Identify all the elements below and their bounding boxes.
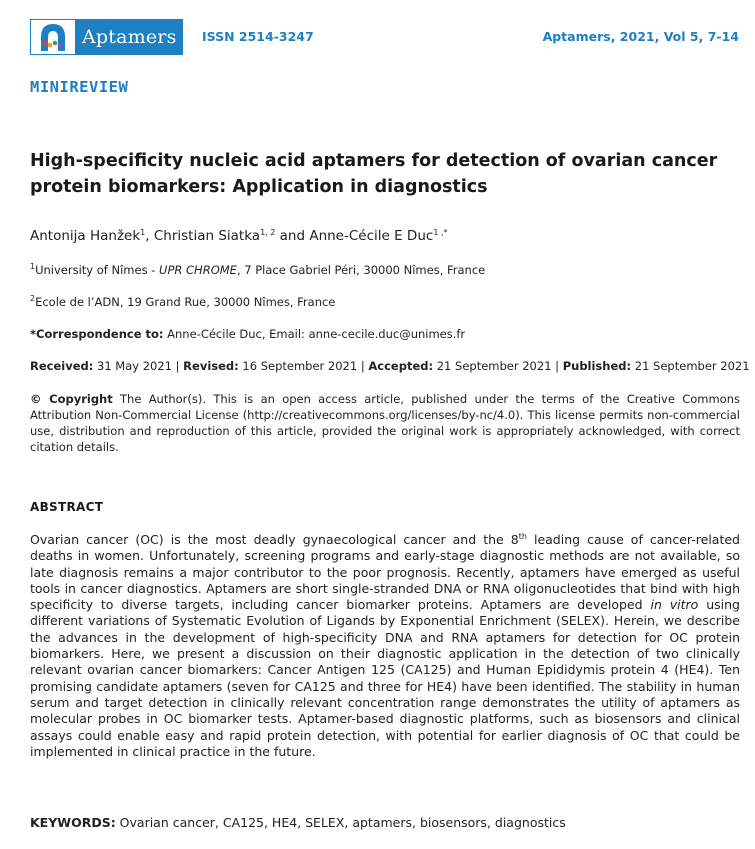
issn-label: ISSN 2514-3247 <box>202 29 314 44</box>
affiliation-2 <box>30 295 335 309</box>
logo-banner <box>30 19 183 55</box>
ordinal-suffix: th <box>518 532 527 541</box>
correspondence-label: *Correspondence to: <box>30 327 164 341</box>
author-name: Christian Siatka <box>153 228 261 244</box>
copyright-notice <box>30 391 740 455</box>
affiliation-unit: UPR CHROME <box>159 263 237 277</box>
affiliation-address: , 7 Place Gabriel Péri, 30000 Nîmes, France <box>236 263 486 277</box>
received-date: 31 May 2021 | <box>93 359 184 373</box>
correspondence-text[interactable]: Anne-Cécile Duc, Email: anne-cecile.duc@unimes.fr <box>163 327 466 341</box>
journal-reference: Aptamers, 2021, Vol 5, 7-14 <box>542 29 739 44</box>
accepted-date: 21 September 2021 | <box>433 359 563 373</box>
accepted-label: Accepted: <box>368 359 434 373</box>
received-label: Received: <box>30 359 94 373</box>
published-date: 21 September 2021 <box>631 359 750 373</box>
author-affiliation-mark: 1 ,* <box>433 228 448 237</box>
author-name: Antonija Hanžek <box>30 228 141 244</box>
abstract-text: leading cause of cancer-related deaths in women. Unfortunately, screening programs and early-stage diagnostic methods are not available, so late diagnosis remains a major contributor to the poor prognosis. Recently, aptamers have emerged as useful tools in cancer diagnostics. Aptamers are short single-stranded DNA or RNA oligonucleotides that bind with high specificity to diverse targets, including cancer biomarker proteins. Aptamers are developed <box>30 532 740 613</box>
journal-logo[interactable] <box>30 18 183 56</box>
copyright-label: © Copyright <box>30 392 113 406</box>
aptamer-arch-icon <box>30 19 76 55</box>
abstract-heading: ABSTRACT <box>30 500 104 514</box>
article-type: MINIREVIEW <box>30 78 129 96</box>
affiliation-text: Ecole de l’ADN, 19 Grand Rue, 30000 Nîmes, France <box>35 295 336 309</box>
journal-header <box>30 18 739 56</box>
keywords-text: Ovarian cancer, CA125, HE4, SELEX, aptamers, biosensors, diagnostics <box>115 815 566 830</box>
abstract-text: Ovarian cancer (OC) is the most deadly gynaecological cancer and the 8 <box>30 532 519 547</box>
article-dates <box>30 359 750 373</box>
keywords <box>30 815 566 830</box>
author-affiliation-mark: 1 <box>140 228 146 237</box>
revised-date: 16 September 2021 | <box>238 359 369 373</box>
logo-text: Aptamers <box>82 26 177 48</box>
revised-label: Revised: <box>183 359 239 373</box>
author-separator: and <box>275 228 310 244</box>
abstract-body <box>30 532 740 760</box>
abstract-text: using different variations of Systematic Evolution of Ligands by Exponential Enrichment (SELEX). Herein, we describe the advances in the development of high-specificity DNA and RNA aptamers for detection for OC protein biomarkers. Here, we present a discussion on their diagnostic application in the detection of two clinically relevant ovarian cancer biomarkers: Cancer Antigen 125 (CA125) and Human Epididymis protein 4 (HE4). Ten promising candidate aptamers (seven for CA125 and three for HE4) have been identified. The stability in human serum and target detection in clinically relevant concentration range demonstrates the utility of aptamers as molecular probes in OC biomarker tests. Aptamer-based diagnostic platforms, such as biosensors and clinical assays could enable easy and rapid protein detection, with potential for earlier diagnosis of OC that could be implemented in clinical practice in the future. <box>30 597 740 759</box>
affiliation-text: University of Nîmes - <box>35 263 160 277</box>
author-list <box>30 228 448 244</box>
affiliation-1 <box>30 263 485 277</box>
author-separator: , <box>145 228 154 244</box>
abstract-emphasis: in vitro <box>650 597 699 613</box>
correspondence <box>30 327 465 341</box>
keywords-label: KEYWORDS: <box>30 815 116 830</box>
affiliation-mark: 2 <box>30 294 36 303</box>
published-label: Published: <box>562 359 632 373</box>
author-name: Anne-Cécile E Duc <box>309 228 434 244</box>
copyright-text: The Author(s). This is an open access article, published under the terms of the Creative Commons Attribution Non-Commercial License (http://creativecommons.org/licenses/by-nc/4.0). This license permits non-commercial use, distribution and reproduction of this article, provided the original work is appropriately acknowledged, with correct citation details. <box>30 392 740 454</box>
affiliation-mark: 1 <box>30 262 36 271</box>
article-title: High-specificity nucleic acid aptamers for detection of ovarian cancer protein biomarkers: Application in diagnostics <box>30 151 718 197</box>
author-affiliation-mark: 1, 2 <box>260 228 276 237</box>
